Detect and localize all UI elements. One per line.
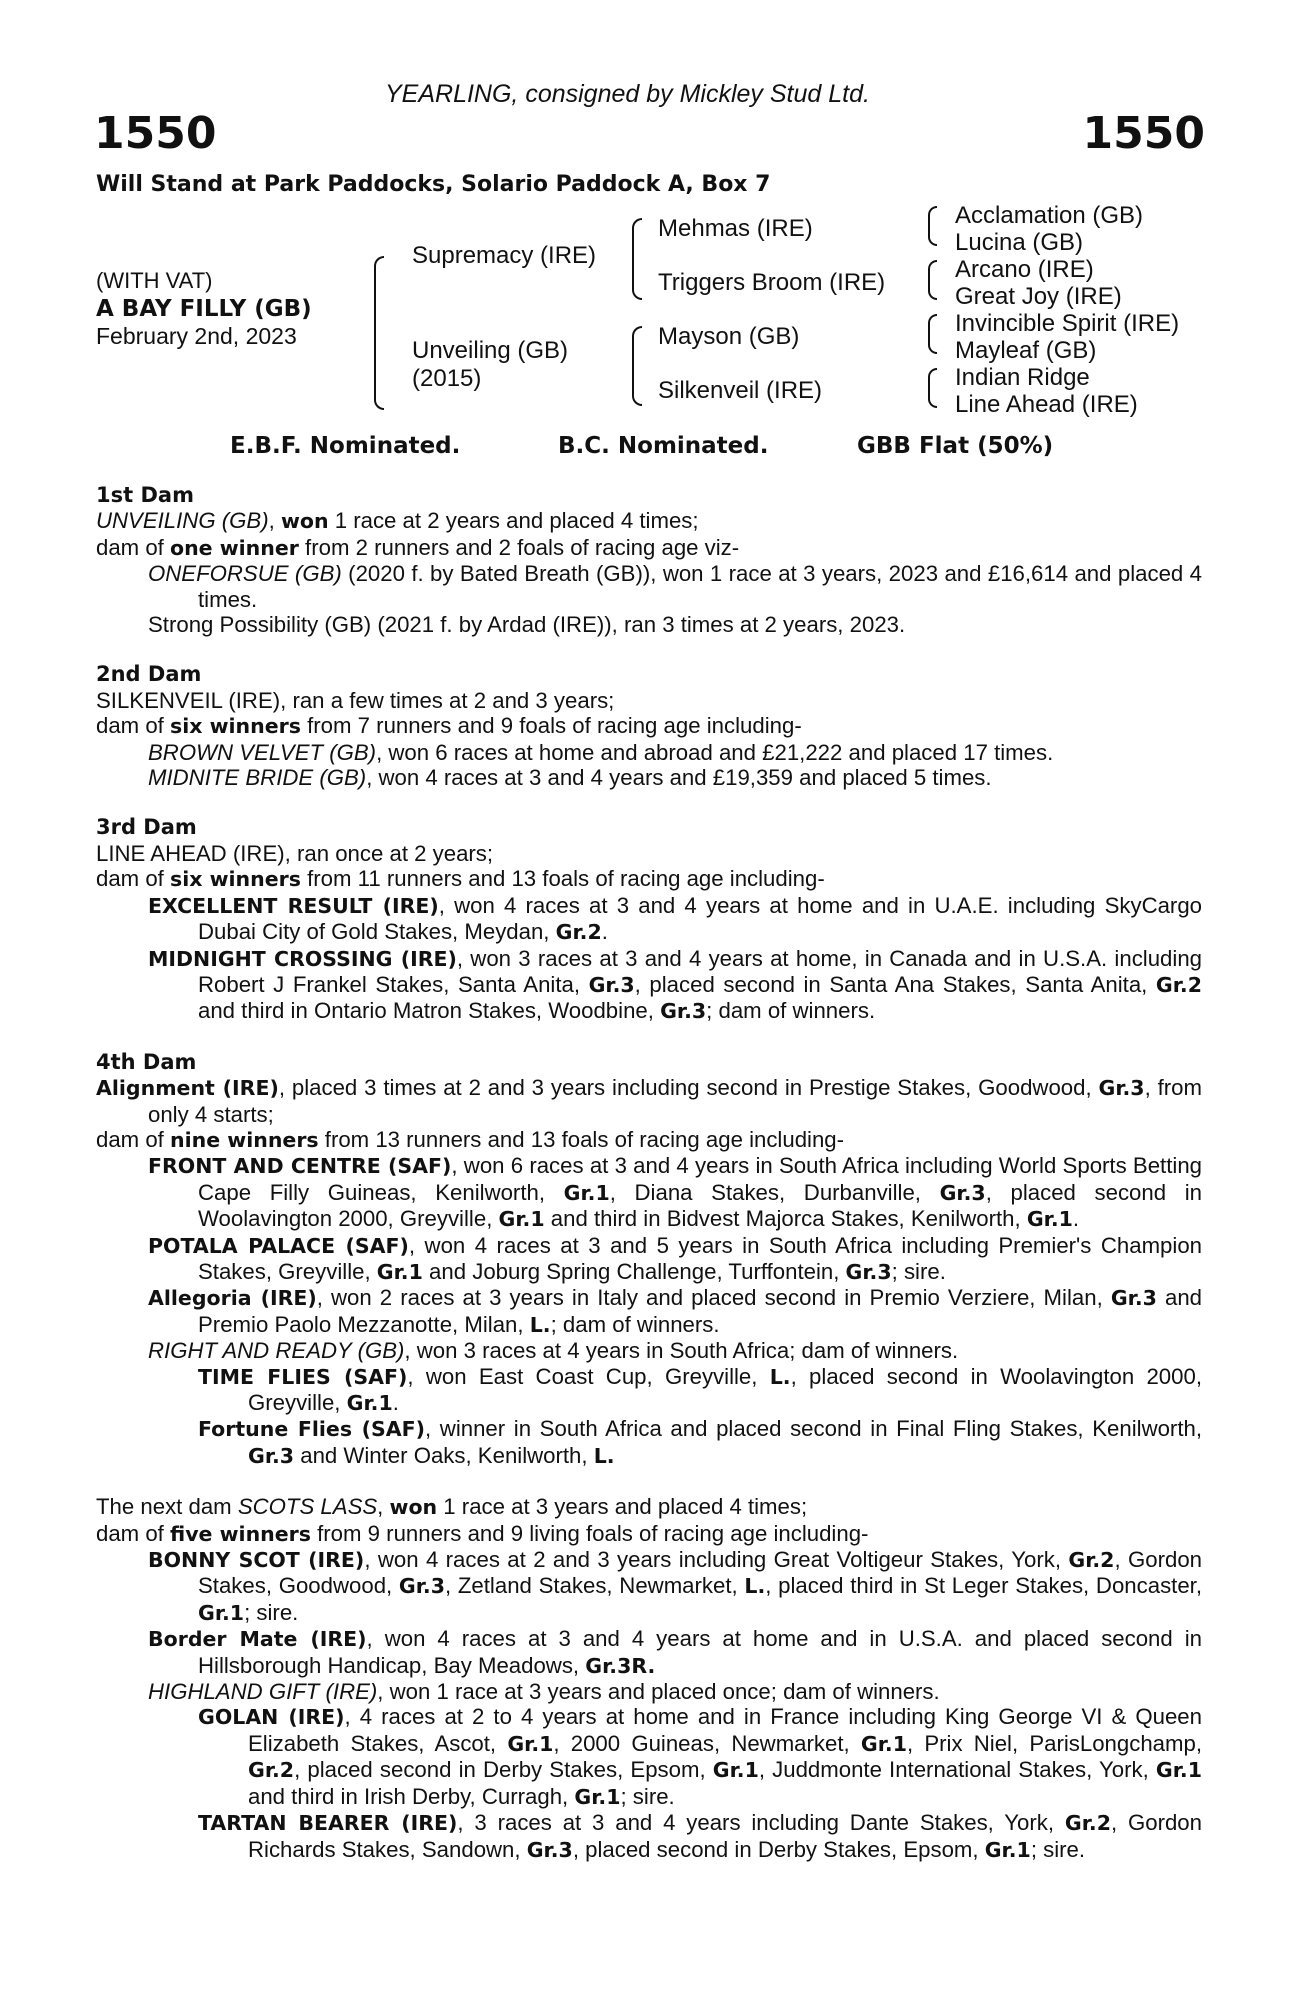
pedigree-brace-g4 (928, 368, 937, 408)
fourth-dam-grandfoal-1: TIME FLIES (SAF), won East Coast Cup, Greyville, L., placed second in Woolavington 2000, Greyville, Gr.1. (198, 1363, 1202, 1415)
first-dam-foal-1: ONEFORSUE (GB) (2020 f. by Bated Breath (GB)), won 1 race at 3 years, 2023 and £16,614 and placed 4 times. (148, 561, 1202, 612)
first-dam-produce: dam of one winner from 2 runners and 2 foals of racing age viz- (96, 534, 740, 560)
pedigree-brace-g2 (928, 260, 937, 300)
fourth-dam-foal-4: RIGHT AND READY (GB), won 3 races at 4 years in South Africa; dam of winners. (148, 1338, 959, 1364)
second-dam-line: SILKENVEIL (IRE), ran a few times at 2 and 3 years; (96, 687, 615, 713)
fourth-dam-grandfoal-2: Fortune Flies (SAF), winner in South Africa and placed second in Final Fling Stakes, Kenilworth, Gr.3 and Winter Oaks, Kenilworth, L. (198, 1416, 1202, 1468)
pedigree-brace-g3 (928, 314, 937, 354)
sire-name: Supremacy (IRE) (412, 242, 597, 269)
second-dam-foal-2: MIDNITE BRIDE (GB), won 4 races at 3 and 4 years and £19,359 and placed 5 times. (148, 765, 992, 791)
ebf-nomination: E.B.F. Nominated. (230, 433, 461, 459)
pedigree-brace-sire (632, 218, 642, 300)
lot-number-right: 1550 (1082, 108, 1205, 159)
first-dam-foal-2: Strong Possibility (GB) (2021 f. by Ardad (IRE)), ran 3 times at 2 years, 2023. (148, 612, 906, 638)
pedigree-brace-main (374, 256, 384, 410)
next-dam-foal-2: Border Mate (IRE), won 4 races at 3 and 4 years at home and in U.S.A. and placed second in Hillsborough Handicap, Bay Meadows, Gr.3R. (148, 1626, 1203, 1678)
ancestor-1: Acclamation (GB) (955, 202, 1144, 229)
fourth-dam-heading: 4th Dam (96, 1049, 197, 1074)
ancestor-5: Invincible Spirit (IRE) (955, 310, 1180, 337)
fourth-dam-foal-1: FRONT AND CENTRE (SAF), won 6 races at 3 and 4 years in South Africa including World Sports Betting Cape Filly Guineas, Kenilworth, Gr.1, Diana Stakes, Durbanville, Gr.3, placed second in Woolavington 2000, Greyville, Gr.1 and third in Bidvest Majorca Stakes, Kenilworth, Gr.1. (148, 1153, 1202, 1232)
foaling-date: February 2nd, 2023 (96, 323, 297, 349)
fourth-dam-foal-2: POTALA PALACE (SAF), won 4 races at 3 and 5 years in South Africa including Premier's Champion Stakes, Greyville, Gr.1 and Joburg Spring Challenge, Turffontein, Gr.3; sire. (148, 1232, 1202, 1284)
first-dam-line: UNVEILING (GB), won 1 race at 2 years and placed 4 times; (96, 508, 699, 534)
ancestor-3: Arcano (IRE) (955, 256, 1094, 283)
third-dam-foal-1: EXCELLENT RESULT (IRE), won 4 races at 3 and 4 years at home and in U.A.E. including SkyCargo Dubai City of Gold Stakes, Meydan, Gr.2. (148, 892, 1202, 945)
ancestor-4: Great Joy (IRE) (955, 283, 1122, 310)
gbb-flat: GBB Flat (50%) (857, 433, 1054, 459)
third-dam-heading: 3rd Dam (96, 815, 197, 840)
second-dam-foal-1: BROWN VELVET (GB), won 6 races at home and abroad and £21,222 and placed 17 times. (148, 739, 1054, 765)
fourth-dam-foal-3: Allegoria (IRE), won 2 races at 3 years in Italy and placed second in Premio Verziere, Milan, Gr.3 and Premio Paolo Mezzanotte, Milan, L.; dam of winners. (148, 1285, 1203, 1337)
horse-name: A BAY FILLY (GB) (96, 296, 312, 322)
sire-dam: Triggers Broom (IRE) (658, 269, 886, 296)
fourth-dam-produce: dam of nine winners from 13 runners and 13 foals of racing age including- (96, 1126, 845, 1152)
dam-year: (2015) (412, 365, 482, 392)
ancestor-8: Line Ahead (IRE) (955, 391, 1138, 418)
second-dam-produce: dam of six winners from 7 runners and 9 foals of racing age including- (96, 713, 802, 739)
next-dam-grandfoal-1: GOLAN (IRE), 4 races at 2 to 4 years at home and in France including King George VI & Queen Elizabeth Stakes, Ascot, Gr.1, 2000 Guineas, Newmarket, Gr.1, Prix Niel, ParisLongchamp, Gr.2, placed second in Derby Stakes, Epsom, Gr.1, Juddmonte International Stakes, York, Gr.1 and third in Irish Derby, Curragh, Gr.1; sire. (198, 1704, 1202, 1809)
vat-note: (WITH VAT) (96, 268, 213, 293)
second-dam-heading: 2nd Dam (96, 662, 202, 687)
next-dam-line: The next dam SCOTS LASS, won 1 race at 3 years and placed 4 times; (96, 1494, 808, 1520)
fourth-dam-line: Alignment (IRE), placed 3 times at 2 and 3 years including second in Prestige Stakes, Goodwood, Gr.3, from only 4 starts; (96, 1075, 1202, 1127)
next-dam-grandfoal-2: TARTAN BEARER (IRE), 3 races at 3 and 4 years including Dante Stakes, York, Gr.2, Gordon Richards Stakes, Sandown, Gr.3, placed second in Derby Stakes, Epsom, Gr.1; sire. (198, 1810, 1202, 1862)
next-dam-foal-1: BONNY SCOT (IRE), won 4 races at 2 and 3 years including Great Voltigeur Stakes, York, Gr.2, Gordon Stakes, Goodwood, Gr.3, Zetland Stakes, Newmarket, L., placed third in St Leger Stakes, Doncaster, Gr.1; sire. (148, 1547, 1203, 1625)
next-dam-produce: dam of five winners from 9 runners and 9 living foals of racing age including- (96, 1520, 869, 1546)
first-dam-heading: 1st Dam (96, 483, 194, 507)
lot-number-left: 1550 (94, 108, 217, 159)
third-dam-line: LINE AHEAD (IRE), ran once at 2 years; (96, 840, 494, 866)
stand-location: Will Stand at Park Paddocks, Solario Paddock A, Box 7 (96, 172, 771, 197)
bc-nomination: B.C. Nominated. (558, 433, 769, 459)
ancestor-2: Lucina (GB) (955, 229, 1084, 256)
sire-sire: Mehmas (IRE) (658, 215, 813, 242)
third-dam-foal-2: MIDNIGHT CROSSING (IRE), won 3 races at 3 and 4 years at home, in Canada and in U.S.A. including Robert J Frankel Stakes, Santa Anita, Gr.3, placed second in Santa Ana Stakes, Santa Anita, Gr.2 and third in Ontario Matron Stakes, Woodbine, Gr.3; dam of winners. (148, 945, 1202, 1024)
consignment-subtitle: YEARLING, consigned by Mickley Stud Ltd. (385, 80, 870, 108)
dam-sire: Mayson (GB) (658, 323, 800, 350)
catalogue-body (96, 483, 1202, 1863)
dam-name: Unveiling (GB) (412, 337, 569, 364)
pedigree-brace-g1 (928, 206, 937, 246)
ancestor-6: Mayleaf (GB) (955, 337, 1097, 364)
next-dam-foal-3: HIGHLAND GIFT (IRE), won 1 race at 3 years and placed once; dam of winners. (148, 1679, 940, 1705)
dam-dam: Silkenveil (IRE) (658, 377, 823, 404)
ancestor-7: Indian Ridge (955, 364, 1090, 391)
third-dam-produce: dam of six winners from 11 runners and 13 foals of racing age including- (96, 866, 825, 892)
pedigree-brace-dam (632, 326, 642, 406)
